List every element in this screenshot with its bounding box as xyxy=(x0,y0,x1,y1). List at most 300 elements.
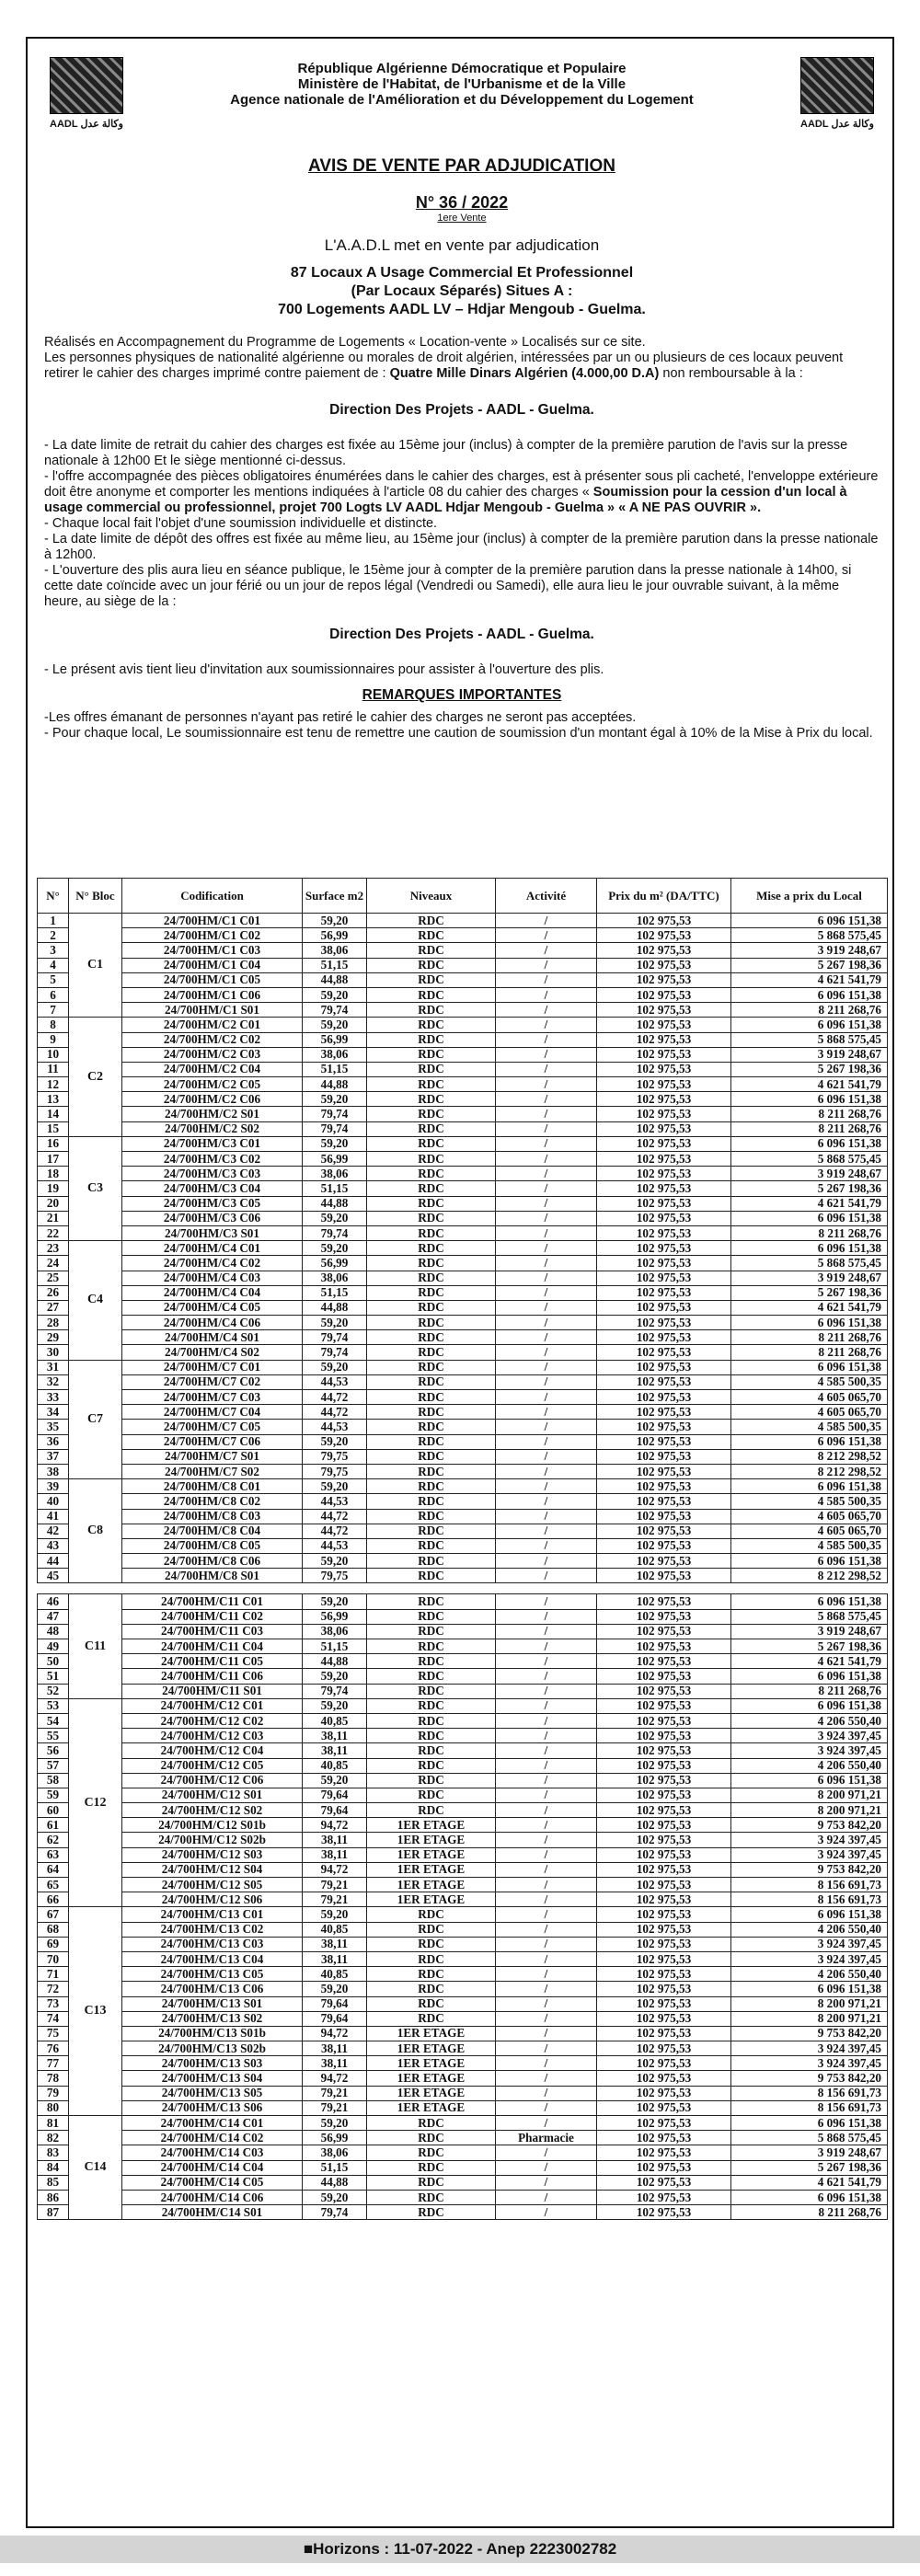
lots-table xyxy=(37,878,888,2220)
cell-mise-a-prix: 6 096 151,38 xyxy=(731,1554,888,1569)
table-row xyxy=(38,1847,888,1862)
cell-numero: 30 xyxy=(38,1345,69,1360)
cell-mise-a-prix: 5 868 575,45 xyxy=(731,1152,888,1167)
cell-surface: 94,72 xyxy=(303,1862,367,1877)
table-row xyxy=(38,1698,888,1713)
cell-prix-m2: 102 975,53 xyxy=(597,1360,731,1374)
cell-niveau: RDC xyxy=(367,1316,496,1330)
cell-surface: 51,15 xyxy=(303,1062,367,1076)
cell-activite: / xyxy=(496,1937,597,1951)
cell-niveau: RDC xyxy=(367,2190,496,2204)
cell-niveau: RDC xyxy=(367,2011,496,2026)
cell-activite: / xyxy=(496,2116,597,2131)
cell-mise-a-prix: 6 096 151,38 xyxy=(731,1136,888,1151)
cell-niveau: 1ER ETAGE xyxy=(367,2056,496,2071)
cell-niveau: RDC xyxy=(367,1181,496,1196)
cell-prix-m2: 102 975,53 xyxy=(597,2026,731,2041)
table-row xyxy=(38,1569,888,1583)
cell-mise-a-prix: 8 200 971,21 xyxy=(731,1803,888,1818)
remark-1: -Les offres émanant de personnes n'ayant pas retiré le cahier des charges ne seront pas acceptées. xyxy=(44,710,637,725)
cell-mise-a-prix: 6 096 151,38 xyxy=(731,1982,888,1996)
cell-numero: 87 xyxy=(38,2205,69,2220)
cell-numero: 3 xyxy=(38,943,69,958)
cell-mise-a-prix: 3 919 248,67 xyxy=(731,2145,888,2160)
cell-codification: 24/700HM/C13 S05 xyxy=(122,2086,303,2100)
header-mise-a-prix: Mise a prix du Local xyxy=(731,879,888,914)
table-row xyxy=(38,1788,888,1802)
cell-niveau: RDC xyxy=(367,2145,496,2160)
cell-surface: 59,20 xyxy=(303,1092,367,1107)
cell-numero: 80 xyxy=(38,2100,69,2115)
cell-codification: 24/700HM/C11 C05 xyxy=(122,1654,303,1669)
cell-numero: 16 xyxy=(38,1136,69,1151)
cell-prix-m2: 102 975,53 xyxy=(597,972,731,987)
cell-activite: / xyxy=(496,1047,597,1062)
cell-niveau: RDC xyxy=(367,1003,496,1018)
cell-codification: 24/700HM/C13 C06 xyxy=(122,1982,303,1996)
cell-niveau: RDC xyxy=(367,1241,496,1256)
cell-prix-m2: 102 975,53 xyxy=(597,1803,731,1818)
cell-activite: / xyxy=(496,1464,597,1478)
cell-mise-a-prix: 3 919 248,67 xyxy=(731,1624,888,1639)
remark-2: - Pour chaque local, Le soumissionnaire est tenu de remettre une caution de soumission d'un montant égal à 10% de la Mise à Prix du local. xyxy=(44,726,873,741)
cell-prix-m2: 102 975,53 xyxy=(597,1818,731,1833)
cell-niveau: 1ER ETAGE xyxy=(367,2100,496,2115)
cell-niveau: RDC xyxy=(367,1464,496,1478)
table-row xyxy=(38,1996,888,2011)
cell-codification: 24/700HM/C1 C04 xyxy=(122,958,303,972)
cell-prix-m2: 102 975,53 xyxy=(597,1624,731,1639)
cell-prix-m2: 102 975,53 xyxy=(597,1509,731,1524)
cell-mise-a-prix: 4 206 550,40 xyxy=(731,1922,888,1937)
header-niveaux: Niveaux xyxy=(367,879,496,914)
cell-bloc: C12 xyxy=(69,1698,122,1907)
cell-codification: 24/700HM/C1 C02 xyxy=(122,928,303,943)
cell-mise-a-prix: 3 919 248,67 xyxy=(731,1167,888,1181)
cell-numero: 5 xyxy=(38,972,69,987)
cell-numero: 34 xyxy=(38,1405,69,1420)
cell-niveau: 1ER ETAGE xyxy=(367,1833,496,1847)
table-row xyxy=(38,1271,888,1285)
cell-surface: 51,15 xyxy=(303,1181,367,1196)
cell-codification: 24/700HM/C11 C04 xyxy=(122,1639,303,1654)
cell-codification: 24/700HM/C2 C04 xyxy=(122,1062,303,1076)
price-cahier: Quatre Mille Dinars Algérien (4.000,00 D.A) xyxy=(389,366,660,381)
table-row xyxy=(38,1479,888,1494)
cell-surface: 44,72 xyxy=(303,1524,367,1538)
cell-codification: 24/700HM/C14 C06 xyxy=(122,2190,303,2204)
cell-surface: 79,74 xyxy=(303,1330,367,1345)
cell-prix-m2: 102 975,53 xyxy=(597,1609,731,1624)
cell-prix-m2: 102 975,53 xyxy=(597,1047,731,1062)
cell-surface: 59,20 xyxy=(303,1773,367,1788)
cell-numero: 28 xyxy=(38,1316,69,1330)
cell-surface: 59,20 xyxy=(303,1669,367,1684)
cell-mise-a-prix: 4 621 541,79 xyxy=(731,1196,888,1211)
cell-codification: 24/700HM/C8 C02 xyxy=(122,1494,303,1509)
cell-prix-m2: 102 975,53 xyxy=(597,987,731,1002)
table-row xyxy=(38,987,888,1002)
cell-surface: 79,74 xyxy=(303,1121,367,1136)
cell-numero: 40 xyxy=(38,1494,69,1509)
cell-niveau: RDC xyxy=(367,1196,496,1211)
cell-mise-a-prix: 4 605 065,70 xyxy=(731,1524,888,1538)
cell-niveau: 1ER ETAGE xyxy=(367,1847,496,1862)
cell-activite: / xyxy=(496,1878,597,1892)
cell-bloc: C2 xyxy=(69,1018,122,1137)
cell-prix-m2: 102 975,53 xyxy=(597,1374,731,1389)
table-row xyxy=(38,2160,888,2175)
cell-codification: 24/700HM/C12 S04 xyxy=(122,1862,303,1877)
cell-prix-m2: 102 975,53 xyxy=(597,1092,731,1107)
cell-mise-a-prix: 8 211 268,76 xyxy=(731,2205,888,2220)
cell-prix-m2: 102 975,53 xyxy=(597,1464,731,1478)
cell-numero: 11 xyxy=(38,1062,69,1076)
cell-prix-m2: 102 975,53 xyxy=(597,1684,731,1698)
cell-codification: 24/700HM/C8 C01 xyxy=(122,1479,303,1494)
cell-mise-a-prix: 4 585 500,35 xyxy=(731,1420,888,1434)
cell-numero: 69 xyxy=(38,1937,69,1951)
cell-niveau: 1ER ETAGE xyxy=(367,2071,496,2086)
table-row xyxy=(38,1018,888,1032)
cell-mise-a-prix: 4 621 541,79 xyxy=(731,2175,888,2190)
cell-surface: 56,99 xyxy=(303,1152,367,1167)
cell-codification: 24/700HM/C12 C05 xyxy=(122,1758,303,1773)
table-row xyxy=(38,2190,888,2204)
cell-numero: 55 xyxy=(38,1729,69,1743)
cell-niveau: RDC xyxy=(367,1698,496,1713)
cell-codification: 24/700HM/C7 C01 xyxy=(122,1360,303,1374)
cell-codification: 24/700HM/C14 C03 xyxy=(122,2145,303,2160)
intro-line: L'A.A.D.L met en vente par adjudication xyxy=(324,236,600,254)
cell-numero: 51 xyxy=(38,1669,69,1684)
bullet-4: - La date limite de dépôt des offres est fixée au même lieu, au 15ème jour (inclus) à compter de la première parution dans la presse nationale à 12h00. xyxy=(44,532,879,562)
cell-prix-m2: 102 975,53 xyxy=(597,1405,731,1420)
cell-mise-a-prix: 8 211 268,76 xyxy=(731,1121,888,1136)
cell-prix-m2: 102 975,53 xyxy=(597,2011,731,2026)
cell-niveau: RDC xyxy=(367,1285,496,1300)
table-row xyxy=(38,1803,888,1818)
cell-prix-m2: 102 975,53 xyxy=(597,958,731,972)
cell-niveau: RDC xyxy=(367,1449,496,1464)
cell-prix-m2: 102 975,53 xyxy=(597,2131,731,2145)
cell-niveau: RDC xyxy=(367,1256,496,1271)
cell-codification: 24/700HM/C13 S03 xyxy=(122,2056,303,2071)
table-row xyxy=(38,1241,888,1256)
cell-codification: 24/700HM/C12 C02 xyxy=(122,1713,303,1728)
cell-mise-a-prix: 6 096 151,38 xyxy=(731,1594,888,1609)
cell-niveau: RDC xyxy=(367,958,496,972)
cell-mise-a-prix: 6 096 151,38 xyxy=(731,1698,888,1713)
cell-surface: 59,20 xyxy=(303,1241,367,1256)
cell-numero: 42 xyxy=(38,1524,69,1538)
cell-prix-m2: 102 975,53 xyxy=(597,1241,731,1256)
cell-activite: / xyxy=(496,2071,597,2086)
cell-activite: / xyxy=(496,958,597,972)
cell-activite: / xyxy=(496,1225,597,1240)
cell-mise-a-prix: 6 096 151,38 xyxy=(731,1773,888,1788)
cell-prix-m2: 102 975,53 xyxy=(597,1982,731,1996)
cell-activite: / xyxy=(496,1241,597,1256)
cell-mise-a-prix: 4 206 550,40 xyxy=(731,1758,888,1773)
table-row xyxy=(38,2071,888,2086)
cell-numero: 13 xyxy=(38,1092,69,1107)
cell-numero: 73 xyxy=(38,1996,69,2011)
table-row xyxy=(38,1922,888,1937)
aadl-logo-right xyxy=(791,57,883,142)
cell-numero: 84 xyxy=(38,2160,69,2175)
cell-niveau: RDC xyxy=(367,1152,496,1167)
cell-niveau: RDC xyxy=(367,943,496,958)
table-row xyxy=(38,1167,888,1181)
cell-codification: 24/700HM/C14 C05 xyxy=(122,2175,303,2190)
table-row xyxy=(38,1121,888,1136)
cell-surface: 38,06 xyxy=(303,1167,367,1181)
cell-niveau: RDC xyxy=(367,1729,496,1743)
cell-numero: 81 xyxy=(38,2116,69,2131)
cell-codification: 24/700HM/C12 S01b xyxy=(122,1818,303,1833)
cell-niveau: RDC xyxy=(367,1594,496,1609)
cell-activite: / xyxy=(496,1136,597,1151)
cell-numero: 65 xyxy=(38,1878,69,1892)
cell-activite: / xyxy=(496,1196,597,1211)
cell-codification: 24/700HM/C12 S02 xyxy=(122,1803,303,1818)
cell-numero: 18 xyxy=(38,1167,69,1181)
cell-surface: 59,20 xyxy=(303,1594,367,1609)
cell-mise-a-prix: 4 605 065,70 xyxy=(731,1509,888,1524)
cell-surface: 59,20 xyxy=(303,2116,367,2131)
header-surface: Surface m2 xyxy=(303,879,367,914)
cell-activite: / xyxy=(496,1639,597,1654)
cell-activite: / xyxy=(496,1803,597,1818)
header-codification: Codification xyxy=(122,879,303,914)
cell-codification: 24/700HM/C13 C01 xyxy=(122,1907,303,1922)
table-row xyxy=(38,1374,888,1389)
cell-niveau: RDC xyxy=(367,1092,496,1107)
cell-activite: / xyxy=(496,1449,597,1464)
cell-activite: / xyxy=(496,2145,597,2160)
cell-mise-a-prix: 6 096 151,38 xyxy=(731,1479,888,1494)
table-row xyxy=(38,914,888,928)
cell-niveau: RDC xyxy=(367,1018,496,1032)
cell-numero: 37 xyxy=(38,1449,69,1464)
cell-niveau: RDC xyxy=(367,1713,496,1728)
table-row xyxy=(38,1878,888,1892)
cell-numero: 59 xyxy=(38,1788,69,1802)
cell-mise-a-prix: 4 206 550,40 xyxy=(731,1713,888,1728)
cell-numero: 31 xyxy=(38,1360,69,1374)
cell-mise-a-prix: 6 096 151,38 xyxy=(731,1092,888,1107)
cell-niveau: RDC xyxy=(367,2175,496,2190)
cell-mise-a-prix: 4 621 541,79 xyxy=(731,1077,888,1092)
cell-codification: 24/700HM/C7 C02 xyxy=(122,1374,303,1389)
cell-prix-m2: 102 975,53 xyxy=(597,1062,731,1076)
cell-numero: 68 xyxy=(38,1922,69,1937)
cell-prix-m2: 102 975,53 xyxy=(597,1788,731,1802)
cell-numero: 61 xyxy=(38,1818,69,1833)
bullet-6: - Le présent avis tient lieu d'invitation aux soumissionnaires pour assister à l'ouverture des plis. xyxy=(44,662,604,677)
cell-numero: 47 xyxy=(38,1609,69,1624)
cell-surface: 51,15 xyxy=(303,958,367,972)
cell-activite: / xyxy=(496,2056,597,2071)
cell-codification: 24/700HM/C1 C01 xyxy=(122,914,303,928)
cell-prix-m2: 102 975,53 xyxy=(597,1167,731,1181)
cell-surface: 51,15 xyxy=(303,1639,367,1654)
cell-codification: 24/700HM/C12 S01 xyxy=(122,1788,303,1802)
cell-mise-a-prix: 6 096 151,38 xyxy=(731,1360,888,1374)
remarques-title: REMARQUES IMPORTANTES xyxy=(362,687,562,703)
cell-niveau: RDC xyxy=(367,1538,496,1553)
cell-mise-a-prix: 6 096 151,38 xyxy=(731,2190,888,2204)
cell-activite: / xyxy=(496,1062,597,1076)
cell-codification: 24/700HM/C3 C06 xyxy=(122,1211,303,1225)
table-row xyxy=(38,1713,888,1728)
cell-surface: 79,74 xyxy=(303,1107,367,1121)
cell-codification: 24/700HM/C4 S01 xyxy=(122,1330,303,1345)
aadl-logo-icon xyxy=(50,57,123,114)
cell-activite: / xyxy=(496,1152,597,1167)
cell-niveau: RDC xyxy=(367,1300,496,1315)
header-numero: N° xyxy=(38,879,69,914)
cell-surface: 56,99 xyxy=(303,1609,367,1624)
cell-prix-m2: 102 975,53 xyxy=(597,1698,731,1713)
cell-bloc: C14 xyxy=(69,2116,122,2220)
cell-mise-a-prix: 8 212 298,52 xyxy=(731,1569,888,1583)
cell-numero: 24 xyxy=(38,1256,69,1271)
cell-prix-m2: 102 975,53 xyxy=(597,943,731,958)
header-bloc: N° Bloc xyxy=(69,879,122,914)
cell-mise-a-prix: 3 919 248,67 xyxy=(731,1271,888,1285)
cell-activite: / xyxy=(496,1316,597,1330)
cell-prix-m2: 102 975,53 xyxy=(597,1554,731,1569)
cell-niveau: RDC xyxy=(367,1951,496,1966)
cell-numero: 75 xyxy=(38,2026,69,2041)
cell-prix-m2: 102 975,53 xyxy=(597,1654,731,1669)
cell-mise-a-prix: 6 096 151,38 xyxy=(731,1316,888,1330)
table-row xyxy=(38,1639,888,1654)
cell-codification: 24/700HM/C3 C01 xyxy=(122,1136,303,1151)
cell-surface: 44,88 xyxy=(303,972,367,987)
cell-niveau: RDC xyxy=(367,1390,496,1405)
cell-codification: 24/700HM/C13 C05 xyxy=(122,1967,303,1982)
cell-niveau: RDC xyxy=(367,1788,496,1802)
cell-codification: 24/700HM/C4 C02 xyxy=(122,1256,303,1271)
table-gap-cell xyxy=(38,1583,888,1594)
cell-surface: 38,11 xyxy=(303,1833,367,1847)
cell-prix-m2: 102 975,53 xyxy=(597,1211,731,1225)
cell-surface: 38,11 xyxy=(303,1847,367,1862)
cell-niveau: RDC xyxy=(367,1937,496,1951)
cell-numero: 17 xyxy=(38,1152,69,1167)
cell-mise-a-prix: 3 924 397,45 xyxy=(731,2056,888,2071)
cell-activite: / xyxy=(496,1654,597,1669)
cell-prix-m2: 102 975,53 xyxy=(597,1729,731,1743)
cell-codification: 24/700HM/C13 S04 xyxy=(122,2071,303,2086)
cell-codification: 24/700HM/C12 C03 xyxy=(122,1729,303,1743)
cell-niveau: RDC xyxy=(367,1405,496,1420)
cell-codification: 24/700HM/C7 C03 xyxy=(122,1390,303,1405)
bullet-2 xyxy=(44,469,880,516)
cell-activite: / xyxy=(496,2175,597,2190)
cell-prix-m2: 102 975,53 xyxy=(597,1285,731,1300)
bullet-3: - Chaque local fait l'objet d'une soumission individuelle et distincte. xyxy=(44,516,438,531)
cell-codification: 24/700HM/C4 C03 xyxy=(122,1271,303,1285)
lots-line-3: 700 Logements AADL LV – Hdjar Mengoub - Guelma. xyxy=(278,302,646,317)
direction-2: Direction Des Projets - AADL - Guelma. xyxy=(329,627,594,642)
cell-activite: / xyxy=(496,1167,597,1181)
cell-numero: 26 xyxy=(38,1285,69,1300)
cell-codification: 24/700HM/C3 C02 xyxy=(122,1152,303,1167)
cell-activite: / xyxy=(496,1271,597,1285)
cell-niveau: RDC xyxy=(367,1330,496,1345)
cell-codification: 24/700HM/C2 S02 xyxy=(122,1121,303,1136)
cell-activite: / xyxy=(496,2100,597,2115)
cell-niveau: RDC xyxy=(367,1509,496,1524)
cell-codification: 24/700HM/C4 C06 xyxy=(122,1316,303,1330)
cell-niveau: RDC xyxy=(367,1494,496,1509)
cell-surface: 79,75 xyxy=(303,1569,367,1583)
cell-niveau: RDC xyxy=(367,1554,496,1569)
table-header-row xyxy=(38,879,888,914)
cell-prix-m2: 102 975,53 xyxy=(597,1743,731,1758)
cell-mise-a-prix: 9 753 842,20 xyxy=(731,2071,888,2086)
cell-surface: 44,88 xyxy=(303,1196,367,1211)
cell-prix-m2: 102 975,53 xyxy=(597,1907,731,1922)
cell-numero: 52 xyxy=(38,1684,69,1698)
cell-codification: 24/700HM/C1 S01 xyxy=(122,1003,303,1018)
cell-activite: / xyxy=(496,943,597,958)
cell-niveau: 1ER ETAGE xyxy=(367,2086,496,2100)
cell-numero: 62 xyxy=(38,1833,69,1847)
cell-prix-m2: 102 975,53 xyxy=(597,1136,731,1151)
cell-codification: 24/700HM/C8 S01 xyxy=(122,1569,303,1583)
cell-prix-m2: 102 975,53 xyxy=(597,1951,731,1966)
cell-codification: 24/700HM/C13 C03 xyxy=(122,1937,303,1951)
cell-numero: 12 xyxy=(38,1077,69,1092)
table-row xyxy=(38,1538,888,1553)
cell-mise-a-prix: 3 924 397,45 xyxy=(731,1847,888,1862)
table-row xyxy=(38,2131,888,2145)
cell-niveau: RDC xyxy=(367,1077,496,1092)
cell-surface: 38,11 xyxy=(303,1729,367,1743)
cell-mise-a-prix: 3 924 397,45 xyxy=(731,1743,888,1758)
cell-numero: 10 xyxy=(38,1047,69,1062)
cell-niveau: 1ER ETAGE xyxy=(367,1818,496,1833)
cell-niveau: RDC xyxy=(367,1271,496,1285)
table-row xyxy=(38,1092,888,1107)
cell-numero: 53 xyxy=(38,1698,69,1713)
cell-activite: / xyxy=(496,1003,597,1018)
cell-niveau: RDC xyxy=(367,1225,496,1240)
cell-activite: / xyxy=(496,1594,597,1609)
cell-mise-a-prix: 5 868 575,45 xyxy=(731,2131,888,2145)
cell-numero: 79 xyxy=(38,2086,69,2100)
cell-numero: 67 xyxy=(38,1907,69,1922)
cell-mise-a-prix: 4 621 541,79 xyxy=(731,1654,888,1669)
cell-niveau: RDC xyxy=(367,1032,496,1047)
cell-mise-a-prix: 8 211 268,76 xyxy=(731,1684,888,1698)
cell-activite: / xyxy=(496,1862,597,1877)
notice-frame xyxy=(26,37,894,2528)
cell-activite: / xyxy=(496,1729,597,1743)
cell-numero: 49 xyxy=(38,1639,69,1654)
cell-niveau: 1ER ETAGE xyxy=(367,2041,496,2056)
table-row xyxy=(38,1136,888,1151)
cell-surface: 79,74 xyxy=(303,1225,367,1240)
table-row xyxy=(38,1464,888,1478)
cell-numero: 39 xyxy=(38,1479,69,1494)
cell-surface: 79,64 xyxy=(303,2011,367,2026)
